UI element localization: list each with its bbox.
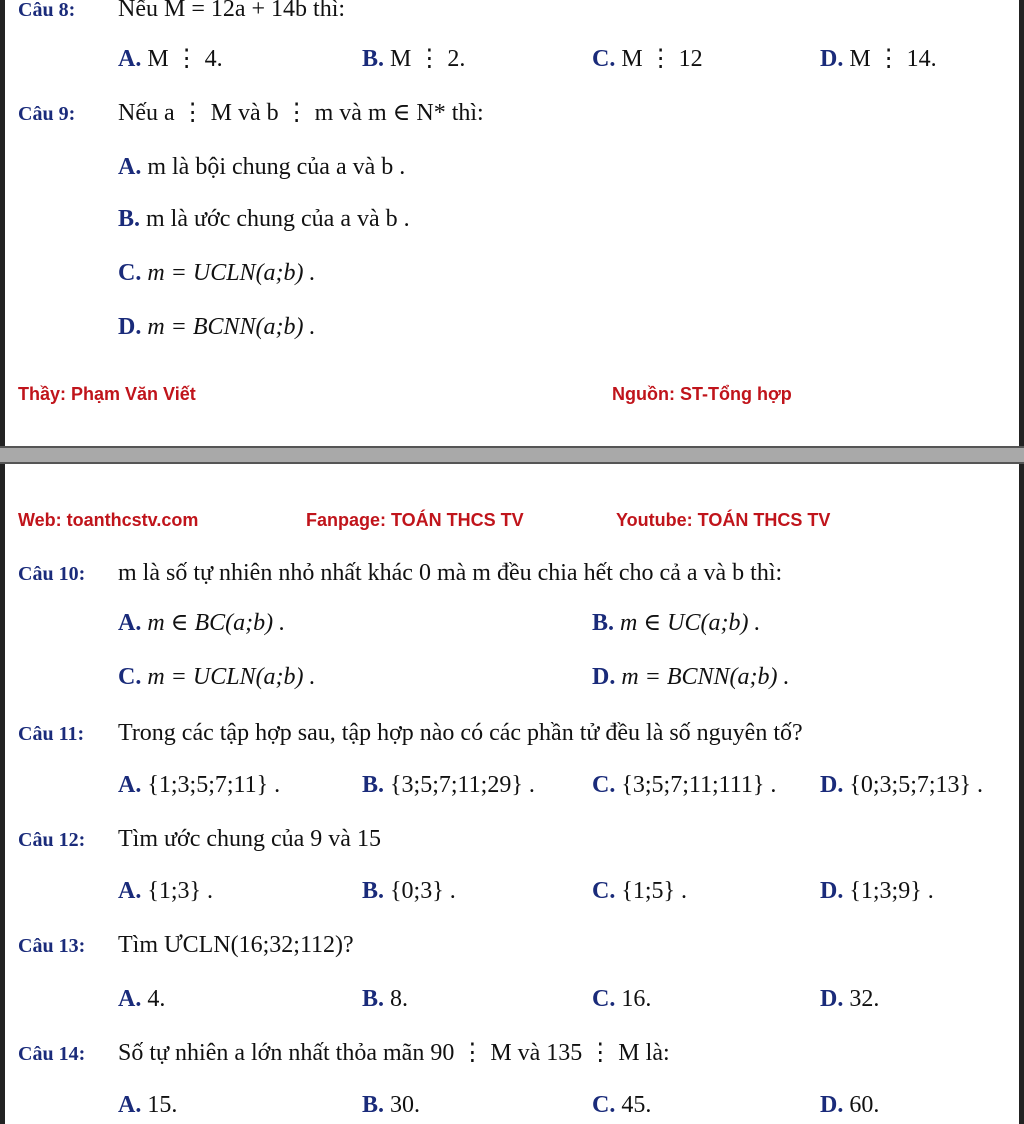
question-label: Câu 10: [18,563,86,585]
option-c: C. m = UCLN(a;b) . [118,260,316,286]
option-c: C. 16. [592,986,652,1012]
question-label: Câu 12: [18,829,86,851]
question-13 [18,930,354,961]
web-link: Web: toanthcstv.com [18,510,199,530]
option-c: C. {3;5;7;11;111} . [592,772,777,798]
fanpage-link: Fanpage: TOÁN THCS TV [306,510,524,530]
option-b: B. {3;5;7;11;29} . [362,772,535,798]
option-b: B. 30. [362,1092,421,1118]
option-a: A. M ⋮ 4. [118,46,223,72]
teacher-name: Thầy: Phạm Văn Viết [18,384,196,404]
option-d: D. {0;3;5;7;13} . [820,772,984,798]
source-credit: Nguồn: ST-Tổng hợp [612,384,792,404]
question-label: Câu 11: [18,723,85,745]
question-label: Câu 9: [18,103,76,125]
option-b: B. {0;3} . [362,878,456,904]
right-border [1019,0,1024,1124]
option-a: A. 4. [118,986,166,1012]
option-c: C. {1;5} . [592,878,688,904]
question-label: Câu 8: [18,0,76,21]
option-c: C. m = UCLN(a;b) . [118,664,316,690]
page-separator [0,446,1024,464]
option-b: B. m là ước chung của a và b . [118,206,410,232]
question-stem: m là số tự nhiên nhỏ nhất khác 0 mà m đều chia hết cho cả a và b thì: [118,560,783,586]
option-a: A. {1;3} . [118,878,214,904]
option-d: D. 32. [820,986,880,1012]
question-11 [18,718,803,749]
question-stem: Số tự nhiên a lớn nhất thỏa mãn 90 ⋮ M và 135 ⋮ M là: [118,1040,670,1066]
option-b: B. m ∈ UC(a;b) . [592,610,761,636]
left-border [0,0,5,1124]
question-9 [18,98,484,129]
option-c: C. 45. [592,1092,652,1118]
question-12 [18,824,381,855]
option-a: A. 15. [118,1092,178,1118]
option-d: D. m = BCNN(a;b) . [118,314,316,340]
option-d: D. M ⋮ 14. [820,46,937,72]
question-stem: Nếu a ⋮ M và b ⋮ m và m ∈ N* thì: [118,100,484,126]
option-b: B. M ⋮ 2. [362,46,466,72]
question-label: Câu 14: [18,1043,86,1065]
question-label: Câu 13: [18,935,86,957]
option-d: D. m = BCNN(a;b) . [592,664,790,690]
question-stem: Tìm ước chung của 9 và 15 [118,826,381,852]
option-c: C. M ⋮ 12 [592,46,703,72]
question-8 [18,0,345,25]
option-a: A. m ∈ BC(a;b) . [118,610,286,636]
question-10 [18,558,782,589]
question-stem: Trong các tập hợp sau, tập hợp nào có các phần tử đều là số nguyên tố? [118,720,803,746]
question-14 [18,1038,670,1069]
question-stem: Nếu M = 12a + 14b thì: [118,0,346,22]
option-b: B. 8. [362,986,409,1012]
option-d: D. 60. [820,1092,880,1118]
option-d: D. {1;3;9} . [820,878,934,904]
youtube-link: Youtube: TOÁN THCS TV [616,510,831,530]
option-a: A. {1;3;5;7;11} . [118,772,281,798]
option-a: A. m là bội chung của a và b . [118,154,406,180]
question-stem: Tìm ƯCLN(16;32;112)? [118,932,354,958]
